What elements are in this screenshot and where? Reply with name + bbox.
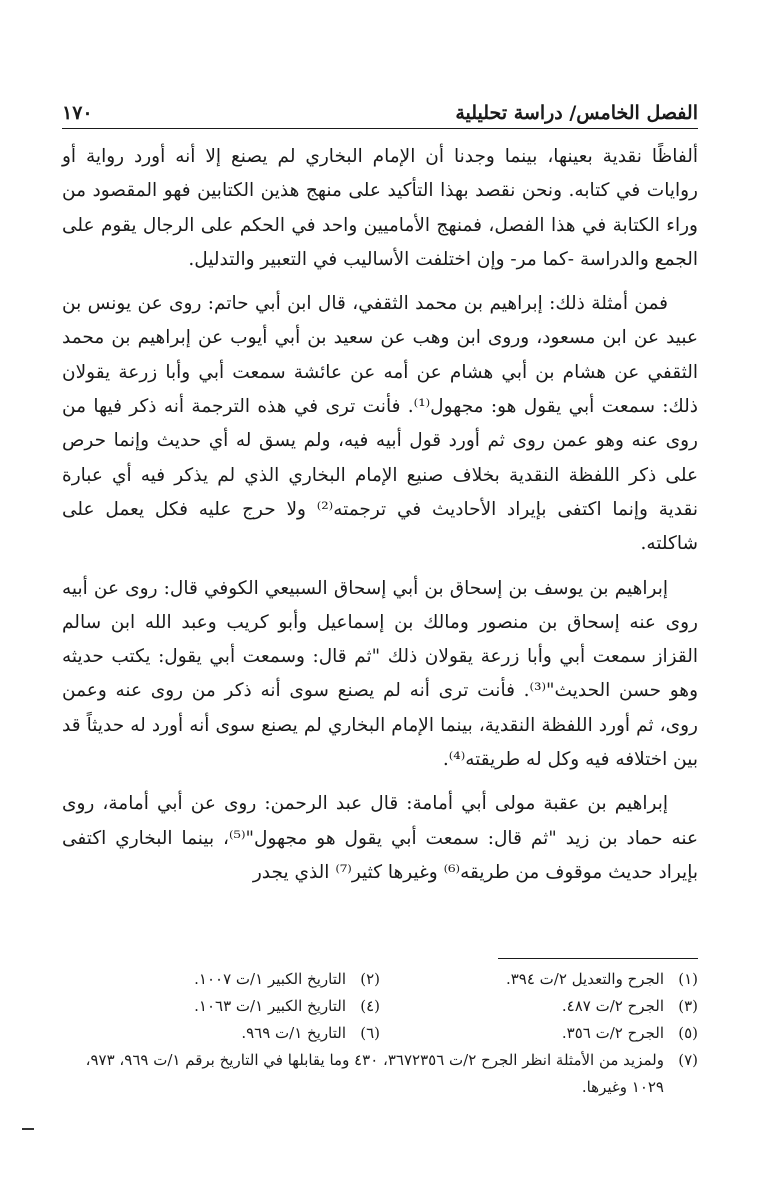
footnote-item [62, 966, 380, 993]
page-header [62, 92, 698, 129]
footnote-item [380, 966, 698, 993]
running-head: الفصل الخامس/ دراسة تحليلية [455, 102, 698, 124]
footnote-text: التاريخ الكبير ١/ت ١٠٠٧. [194, 970, 346, 988]
footnote-item [62, 993, 380, 1020]
footnote-number: (٧) [678, 1051, 698, 1069]
body-text [62, 140, 698, 900]
footnote-row [62, 1020, 698, 1047]
footnote-item [62, 1047, 698, 1101]
footnote-row [62, 993, 698, 1020]
footnote-item [62, 1020, 380, 1047]
footnote-text: الجرح ٢/ت ٣٥٦. [561, 1024, 664, 1042]
paragraph-example-3: إبراهيم بن عقبة مولى أبي أمامة: قال عبد الرحمن: روى عن أبي أمامة، روى عنه حماد بن زيد "ثم قال: سمعت أبي يقول هو مجهول"⁽⁵⁾، بينما البخاري اكتفى بإيراد حديث موقوف من طريقه⁽⁶⁾ وغيرها كثير⁽⁷⁾ الذي يجدر [62, 793, 698, 883]
paragraph-continuation: ألفاظًا نقدية بعينها، بينما وجدنا أن الإمام البخاري لم يصنع إلا أنه أورد رواية أو روايات في كتابه. ونحن نقصد بهذا التأكيد على منهج هذين الكتابين فهو المقصود من وراء الكتابة في هذا الفصل، فمنهج الأماميين واحد في الحكم على الرجال يقوم على الجمع والدراسة -كما مر- وإن اختلفت الأساليب في التعبير والتدليل. [62, 146, 698, 270]
paragraph-example-2: إبراهيم بن يوسف بن إسحاق بن أبي إسحاق السبيعي الكوفي قال: روى عن أبيه روى عنه إسحاق بن منصور ومالك بن إسماعيل وأبو كريب وعبد الله ابن سالم القزاز سمعت أبي وأبا زرعة يقولان ذلك "ثم قال: وسمعت أبي يقول: يكتب حديثه وهو حسن الحديث"⁽³⁾. فأنت ترى أنه لم يصنع سوى أنه ذكر من روى عنه وعمن روى، ثم أورد اللفظة النقدية، بينما الإمام البخاري لم يصنع سوى أنه أورد له حديثاً قد بين اختلافه فيه وكل له طريقته⁽⁴⁾. [62, 577, 699, 771]
footnote-text: التاريخ الكبير ١/ت ١٠٦٣. [194, 997, 346, 1015]
footnote-text: التاريخ ١/ت ٩٦٩. [241, 1024, 346, 1042]
footnote-number: (٢) [360, 970, 380, 988]
page-number: ١٧٠ [62, 102, 93, 124]
footnote-number: (٤) [360, 997, 380, 1015]
footnote-divider [498, 958, 698, 959]
footnote-number: (١) [678, 970, 698, 988]
footnote-number: (٣) [678, 997, 698, 1015]
margin-mark [22, 1128, 34, 1130]
footnote-text: الجرح والتعديل ٢/ت ٣٩٤. [505, 970, 664, 988]
footnote-text: ولمزيد من الأمثلة انظر الجرح ٢/ت ٣٦٧٢٣٥٦، ٤٣٠ وما يقابلها في التاريخ برقم ١/ت ٩٦٩، ٩٧٣، ١٠٢٩ وغيرها. [85, 1051, 664, 1096]
footnote-row [62, 966, 698, 993]
footnote-item [380, 1020, 698, 1047]
footnotes [62, 966, 698, 1101]
footnote-number: (٦) [360, 1024, 380, 1042]
footnote-number: (٥) [678, 1024, 698, 1042]
paragraph-example-1: فمن أمثلة ذلك: إبراهيم بن محمد الثقفي، قال ابن أبي حاتم: روى عن يونس بن عبيد عن ابن مسعود، وروى ابن وهب عن سعيد بن أبي أيوب عن إبراهيم بن محمد الثقفي عن هشام بن أبي هشام عن أمه عن عائشة سمعت أبي وأبا زرعة يقولان ذلك: سمعت أبي يقول هو: مجهول⁽¹⁾. فأنت ترى في هذه الترجمة أنه ذكر فيها من روى عنه وهو عمن روى ثم أورد قول أبيه فيه، ولم يسق له أي حديث وإنما حرص على ذكر اللفظة النقدية بخلاف صنيع الإمام البخاري الذي لم يذكر فيه أي عبارة نقدية وإنما اكتفى بإيراد الأحاديث في ترجمته⁽²⁾ ولا حرج عليه فكل يعمل على شاكلته. [62, 293, 698, 555]
footnote-text: الجرح ٢/ت ٤٨٧. [561, 997, 664, 1015]
footnote-item [380, 993, 698, 1020]
